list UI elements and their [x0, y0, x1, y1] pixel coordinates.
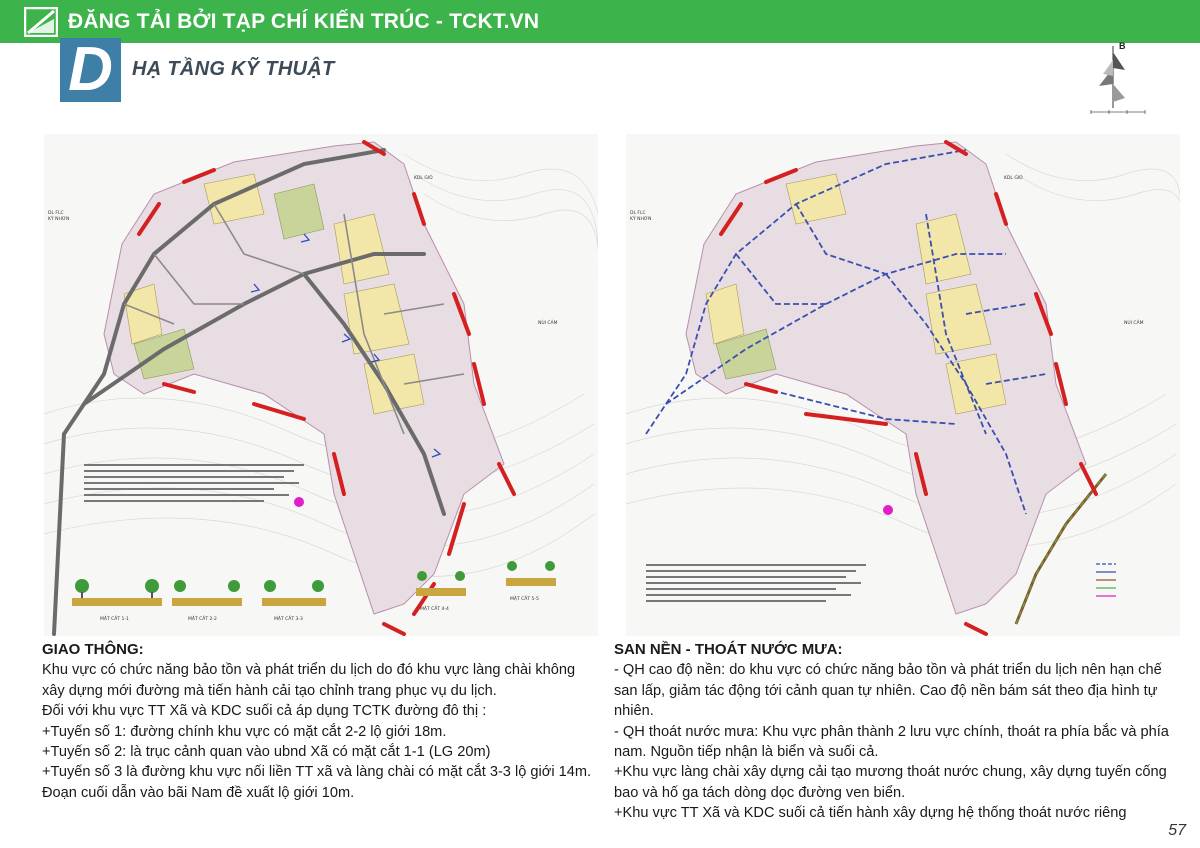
section-label: MẶT CẮT 3-3 — [274, 617, 303, 622]
transport-plan-map — [44, 134, 598, 636]
tckt-logo-icon — [24, 7, 58, 37]
section-title: HẠ TẦNG KỸ THUẬT — [132, 58, 335, 80]
page-number: 57 — [1168, 822, 1186, 839]
section-label: MẶT CẮT 1-1 — [100, 617, 129, 622]
map-label-dl2: KỲ NHƠN — [48, 217, 70, 222]
map-label-nui: NÚI CẢM — [1124, 321, 1144, 326]
map-label-kdl: KDL GIÓ — [1004, 176, 1023, 181]
transport-heading: GIAO THÔNG: — [42, 641, 144, 658]
transport-caption — [42, 640, 594, 803]
drainage-line: +Khu vực TT Xã và KDC suối cả tiến hành xây dựng hệ thống thoát nước riêng — [614, 805, 1127, 822]
transport-line: Khu vực có chức năng bảo tồn và phát triển du lịch do đó khu vực làng chài không xây dựng mới đường mà tiến hành cải tạo chỉnh trang phục vụ du lịch. — [42, 662, 576, 699]
north-arrow-icon — [1085, 40, 1155, 122]
drainage-line: - QH thoát nước mưa: Khu vực phân thành 2 lưu vực chính, thoát ra phía bắc và phía nam. Nguồn tiếp nhận là biển và suối cả. — [614, 723, 1169, 761]
top-banner — [0, 0, 1200, 43]
transport-line: Đối với khu vực TT Xã và KDC suối cả áp dụng TCTK đường đô thị : — [42, 703, 487, 720]
transport-line: +Tuyến số 2: là trục cảnh quan vào ubnd Xã có mặt cắt 1-1 (LG 20m) — [42, 744, 491, 761]
section-letter-badge: D — [60, 38, 121, 102]
drainage-line: +Khu vực làng chài xây dựng cải tạo mương thoát nước chung, xây dựng tuyến cống bao và hố ga tách dòng dọc đường ven biển. — [614, 764, 1167, 801]
section-label: MẶT CẮT 5-5 — [510, 597, 539, 602]
drainage-caption — [614, 640, 1180, 824]
map-label-dl2: KỲ NHƠN — [630, 217, 652, 222]
map-label-dl: DL FLC — [630, 211, 646, 216]
section-label: MẶT CẮT 4-4 — [420, 607, 449, 612]
banner-text: ĐĂNG TẢI BỞI TẠP CHÍ KIẾN TRÚC - TCKT.VN — [68, 9, 540, 33]
drainage-line: - QH cao độ nền: do khu vực có chức năng bảo tồn và phát triển du lịch nên hạn chế san lấp, giảm tác động tới cảnh quan tự nhiên. Cao độ nền bám sát theo địa hình tự nhiên. — [614, 662, 1162, 720]
map-label-dl: DL FLC — [48, 211, 64, 216]
north-label: B — [1119, 41, 1126, 51]
transport-line: +Tuyến số 3 là đường khu vực nối liền TT xã và làng chài có mặt cắt 3-3 lộ giới 14m. Đoạn cuối dẫn vào bãi Nam đề xuất lộ giới 10m. — [42, 764, 592, 801]
map-label-nui: NÚI CẢM — [538, 321, 558, 326]
section-label: MẶT CẮT 2-2 — [188, 617, 217, 622]
drainage-heading: SAN NỀN - THOÁT NƯỚC MƯA: — [614, 641, 843, 658]
transport-line: +Tuyến số 1: đường chính khu vực có mặt cắt 2-2 lộ giới 18m. — [42, 723, 447, 740]
drainage-plan-map — [626, 134, 1180, 636]
map-label-kdl: KDL GIÓ — [414, 176, 433, 181]
